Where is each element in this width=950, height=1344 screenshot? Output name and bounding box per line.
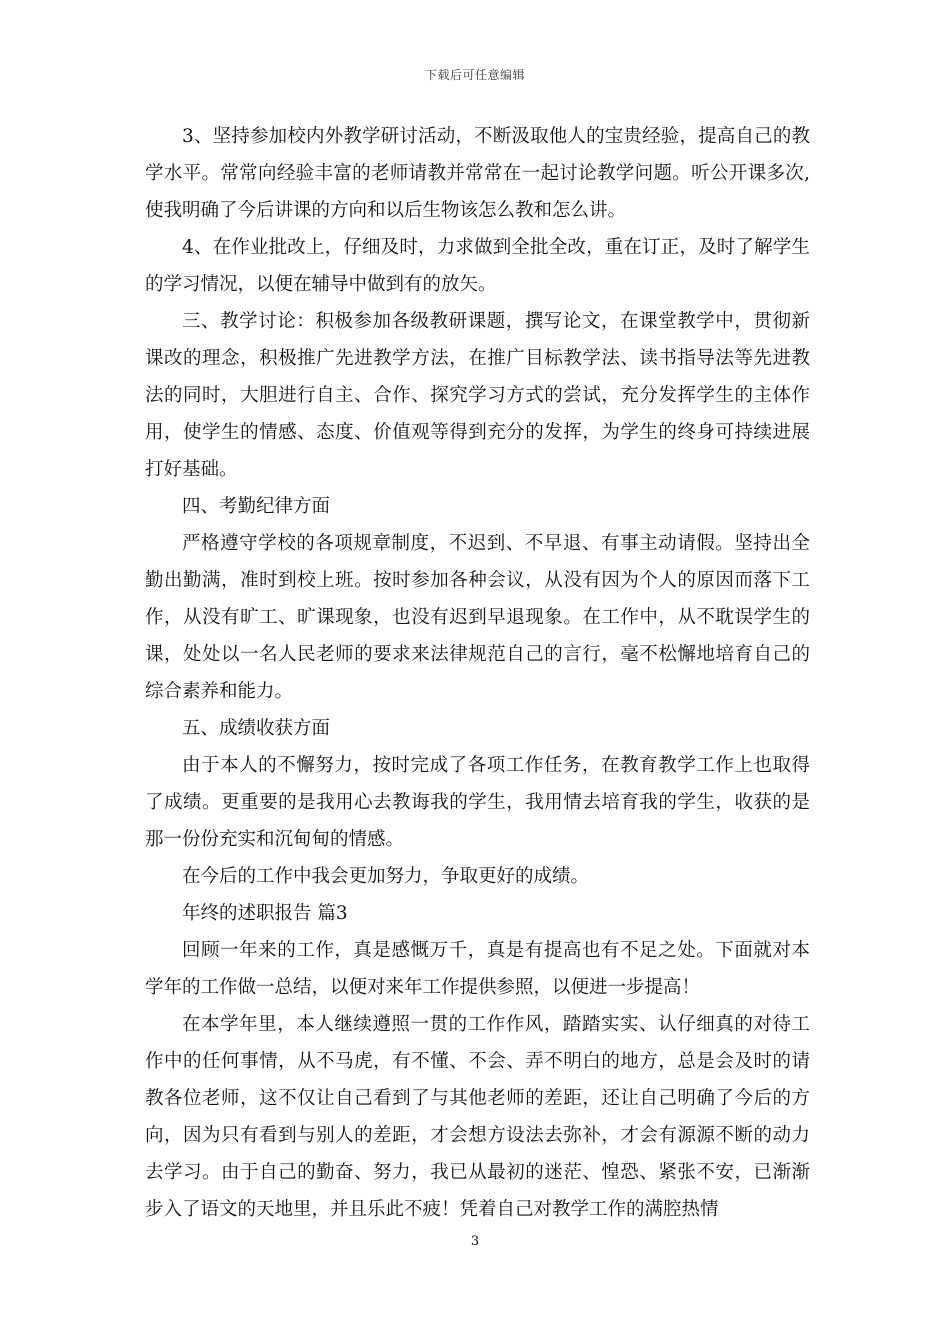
page-header: 下载后可任意编辑 — [424, 68, 525, 82]
document-body — [145, 118, 810, 1228]
article-title: 年终的述职报告 篇3 — [182, 903, 348, 924]
paragraph-attendance: 严格遵守学校的各项规章制度，不迟到、不早退、有事主动请假。坚持出全勤出勤满，准时到校上班。按时参加各种会议，从没有因为个人的原因而落下工作，从没有旷工、旷课现象，也没有迟到早退现象。在工作中，从不耽误学生的课，处处以一名人民老师的要求来法律规范自己的言行，毫不松懈地培育自己的综合素养和能力。 — [145, 533, 810, 702]
paragraph-review: 回顾一年来的工作，真是感慨万千，真是有提高也有不足之处。下面就对本学年的工作做一总结，以便对来年工作提供参照，以便进一步提高！ — [145, 940, 810, 998]
paragraph-item-3: 3、坚持参加校内外教学研讨活动，不断汲取他人的宝贵经验，提高自己的教学水平。常常向经验丰富的老师请教并常常在一起讨论教学问题。听公开课多次,使我明确了今后讲课的方向和以后生物该怎么教和怎么讲。 — [145, 126, 810, 221]
paragraph-work-style: 在本学年里，本人继续遵照一贯的工作作风，踏踏实实、认仔细真的对待工作中的任何事情，从不马虎，有不懂、不会、弄不明白的地方，总是会及时的请教各位老师，这不仅让自己看到了与其他老师的差距，还让自己明确了今后的方向，因为只有看到与别人的差距，才会想方设法去弥补，才会有源源不断的动力去学习。由于自己的勤奋、努力，我已从最初的迷茫、惶恐、紧张不安，已渐渐步入了语文的天地里，并且乐此不疲！凭着自己对教学工作的满腔热情 — [145, 1014, 810, 1220]
section-heading-attendance: 四、考勤纪律方面 — [182, 496, 331, 517]
paragraph-achievements: 由于本人的不懈努力，按时完成了各项工作任务，在教育教学工作上也取得了成绩。更重要的是我用心去教诲我的学生，我用情去培育我的学生，收获的是那一份份充实和沉甸甸的情感。 — [145, 755, 810, 850]
paragraph-item-4: 4、在作业批改上，仔细及时，力求做到全批全改，重在订正，及时了解学生的学习情况，以便在辅导中做到有的放矢。 — [145, 237, 810, 295]
page-number: 3 — [470, 1234, 480, 1249]
paragraph-future: 在今后的工作中我会更加努力，争取更好的成绩。 — [182, 866, 590, 887]
section-heading-achievements: 五、成绩收获方面 — [182, 718, 331, 739]
paragraph-section-3: 三、教学讨论：积极参加各级教研课题，撰写论文，在课堂教学中，贯彻新课改的理念，积极推广先进教学方法，在推广目标教学法、读书指导法等先进教法的同时，大胆进行自主、合作、探究学习方式的尝试，充分发挥学生的主体作用，使学生的情感、态度、价值观等得到充分的发挥，为学生的终身可持续进展打好基础。 — [145, 311, 810, 480]
